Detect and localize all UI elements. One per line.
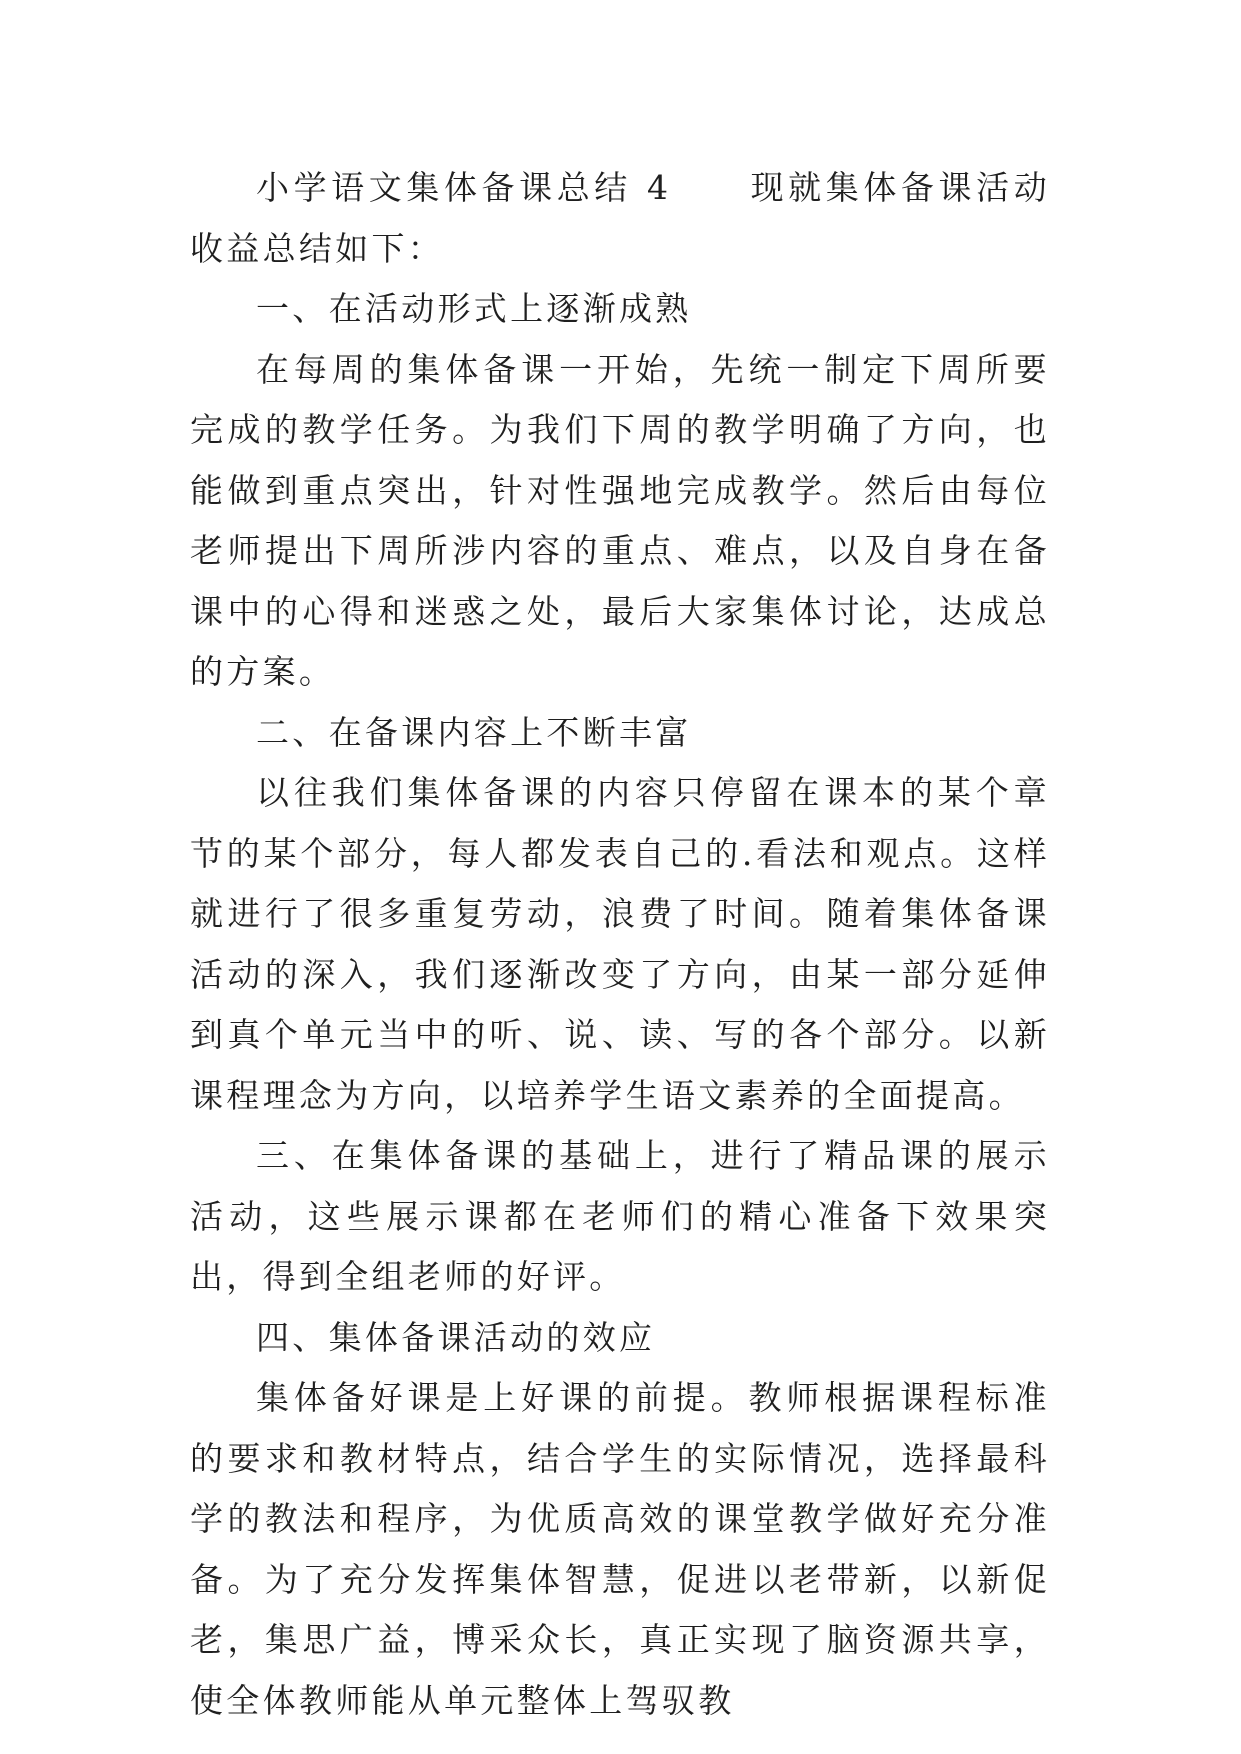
section-heading-4: 四、集体备课活动的效应 — [256, 1317, 656, 1357]
document-heading: 小学语文集体备课总结 4 — [256, 168, 672, 207]
section-heading-1: 一、在活动形式上逐渐成熟 — [256, 289, 692, 328]
section-heading-2: 二、在备课内容上不断丰富 — [256, 712, 692, 752]
body-paragraph-2: 以往我们集体备课的内容只停留在课本的某个章节的某个部分，每人都发表自己的.看法和观点。这样就进行了很多重复劳动，浪费了时间。随着集体备课活动的深入，我们逐渐改变了方向，由某一部分延伸到真个单元当中的听、说、读、写的各个部分。以新课程理念为方向，以培养学生语文素养的全面提高。 — [190, 773, 1050, 1115]
title-paragraph — [190, 158, 1050, 279]
body-paragraph-4: 集体备好课是上好课的前提。教师根据课程标准的要求和教材特点，结合学生的实际情况，选择最科学的教法和程序，为优质高效的课堂教学做好充分准备。为了充分发挥集体智慧，促进以老带新，以新促老，集思广益，博采众长，真正实现了脑资源共享，使全体教师能从单元整体上驾驭教 — [190, 1378, 1050, 1720]
document-body — [190, 158, 1050, 1731]
body-paragraph-3: 三、在集体备课的基础上，进行了精品课的展示活动，这些展示课都在老师们的精心准备下效果突出，得到全组老师的好评。 — [190, 1136, 1050, 1296]
body-paragraph-1: 在每周的集体备课一开始，先统一制定下周所要完成的教学任务。为我们下周的教学明确了方向，也能做到重点突出，针对性强地完成教学。然后由每位老师提出下周所涉内容的重点、难点，以及自身在备课中的心得和迷惑之处，最后大家集体讨论，达成总的方案。 — [190, 349, 1050, 691]
lead-text: 现就集体备课活动收益总结如下： — [190, 168, 1050, 268]
